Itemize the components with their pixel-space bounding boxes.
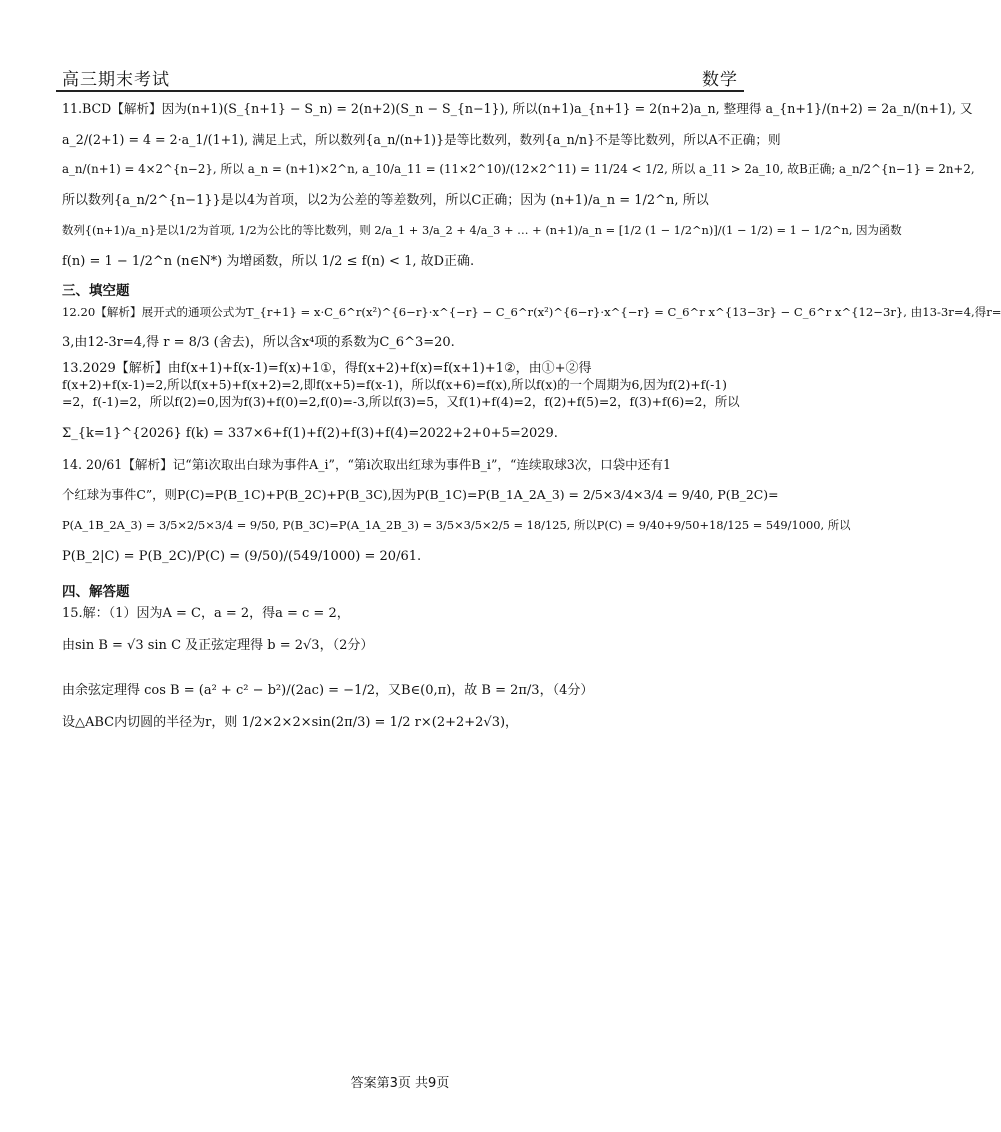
q11-line-3: a_n/(n+1) = 4×2^{n−2}, 所以 a_n = (n+1)×2^n, a_10/a_11 = (11×2^10)/(12×2^11) = 11/24 < 1/2, 所以 a_11 > 2a_10, 故B正确; a_n/2^{n−1} = 2n+2, — [62, 162, 975, 176]
q13-line-4: Σ_{k=1}^{2026} f(k) = 337×6+f(1)+f(2)+f(3)+f(4)=2022+2+0+5=2029. — [62, 425, 558, 441]
q14-line-3: P(A_1B_2A_3) = 3/5×2/5×3/4 = 9/50, P(B_3C)=P(A_1A_2B_3) = 3/5×3/5×2/5 = 18/125, 所以P(C) = 9/40+9/50+18/125 = 549/1000, 所以 — [62, 518, 851, 533]
q13-line-3: =2，f(-1)=2，所以f(2)=0,因为f(3)+f(0)=2,f(0)=-3,所以f(3)=5，又f(1)+f(4)=2，f(2)+f(5)=2，f(3)+f(6)=2，所以 — [62, 394, 740, 410]
q14-line-4: P(B_2|C) = P(B_2C)/P(C) = (9/50)/(549/1000) = 20/61. — [62, 548, 422, 564]
q14-line-2: 个红球为事件C”，则P(C)=P(B_1C)+P(B_2C)+P(B_3C),因为P(B_1C)=P(B_1A_2A_3) = 2/5×3/4×3/4 = 9/40, P(B_2C)= — [62, 487, 779, 503]
q12-line-1: 12.20【解析】展开式的通项公式为T_{r+1} = x·C_6^r(x²)^{6−r}·x^{−r} − C_6^r(x²)^{6−r}·x^{−r} = C_6^r x^{13−3r} − C_6^r x^{12−3r}, 由13-3r=4,得r= — [62, 304, 1001, 319]
q15-line-3: 由余弦定理得 cos B = (a² + c² − b²)/(2ac) = −1/2，又B∈(0,π)，故 B = 2π/3，（4分） — [62, 683, 594, 699]
question-12 — [62, 304, 1001, 352]
q11-line-5: 数列{(n+1)/a_n}是以1/2为首项, 1/2为公比的等比数列，则 2/a_1 + 3/a_2 + 4/a_3 + … + (n+1)/a_n = [1/2 (1 − 1/2^n)]/(1 − 1/2) = 1 − 1/2^n, 因为函数 — [62, 223, 902, 238]
question-15 — [62, 605, 744, 731]
q11-line-6: f(n) = 1 − 1/2^n (n∈N*) 为增函数，所以 1/2 ≤ f(n) < 1, 故D正确. — [62, 253, 475, 269]
header-subject: 数学 — [702, 70, 738, 90]
header-exam-title: 高三期末考试 — [62, 70, 170, 90]
question-11 — [62, 100, 975, 270]
section-solutions: 四、解答题 — [62, 584, 130, 601]
q15-line-2: 由sin B = √3 sin C 及正弦定理得 b = 2√3，（2分） — [62, 637, 374, 653]
q11-line-4: 所以数列{a_n/2^{n−1}}是以4为首项，以2为公差的等差数列，所以C正确；因为 (n+1)/a_n = 1/2^n, 所以 — [62, 192, 709, 208]
answer-content — [62, 100, 1001, 1068]
q15-line-1: 15.解：（1）因为A = C，a = 2，得a = c = 2， — [62, 606, 350, 622]
q11-line-1: 11.BCD【解析】因为(n+1)(S_{n+1} − S_n) = 2(n+2)(S_n − S_{n−1}), 所以(n+1)a_{n+1} = 2(n+2)a_n, 整理得 a_{n+1}/(n+2) = 2a_n/(n+1), 又 — [62, 101, 973, 116]
q15-line-4: 设△ABC内切圆的半径为r，则 1/2×2×2×sin(2π/3) = 1/2 r×(2+2+2√3)， — [62, 714, 519, 730]
question-13 — [62, 360, 744, 443]
q13-line-2: f(x+2)+f(x-1)=2,所以f(x+5)+f(x+2)=2,即f(x+5)=f(x-1)，所以f(x+6)=f(x),所以f(x)的一个周期为6,因为f(2)+f(-1) — [62, 377, 727, 393]
page-footer: 答案第3页 共9页 — [350, 1076, 450, 1091]
page-header — [62, 56, 738, 90]
section-fill-in: 三、填空题 — [62, 283, 130, 300]
question-14 — [62, 456, 851, 565]
q12-line-2: 3,由12-3r=4,得 r = 8/3 (舍去)，所以含x⁴项的系数为C_6^3=20. — [62, 335, 455, 351]
header-rule — [56, 90, 744, 92]
q11-line-2: a_2/(2+1) = 4 = 2·a_1/(1+1), 满足上式，所以数列{a_n/(n+1)}是等比数列，数列{a_n/n}不是等比数列，所以A不正确；则 — [62, 132, 781, 147]
q14-line-1: 14. 20/61【解析】记“第i次取出白球为事件A_i”，“第i次取出红球为事件B_i”，“连续取球3次，口袋中还有1 — [62, 457, 671, 473]
q13-line-1: 13.2029【解析】由f(x+1)+f(x-1)=f(x)+1①，得f(x+2)+f(x)=f(x+1)+1②，由①+②得 — [62, 360, 592, 376]
